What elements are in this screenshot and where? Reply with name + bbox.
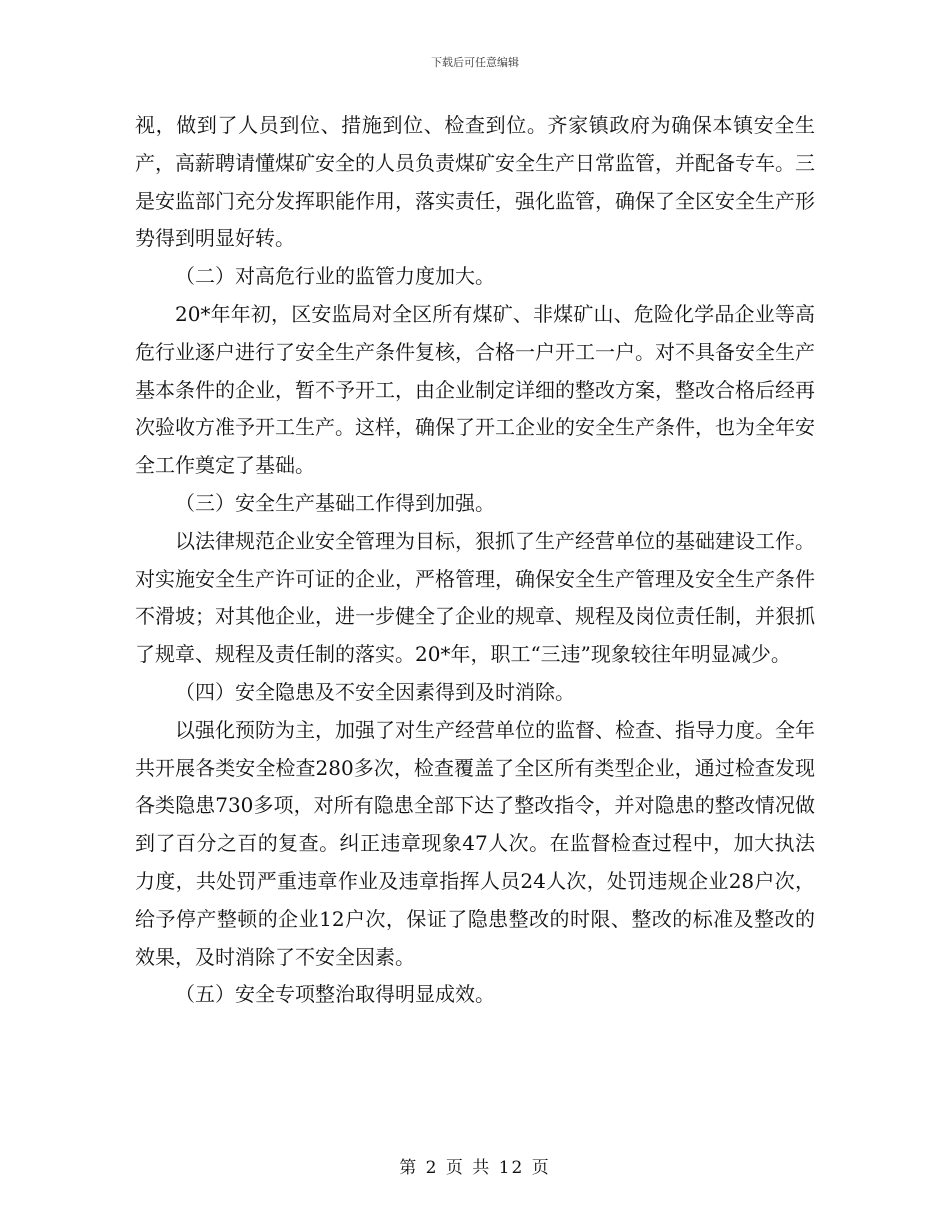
page-header: 下载后可任意编辑	[431, 56, 519, 69]
section-heading-4: （四）安全隐患及不安全因素得到及时消除。	[175, 679, 575, 704]
section-heading-3: （三）安全生产基础工作得到加强。	[175, 490, 495, 515]
paragraph-continuation: 视，做到了人员到位、措施到位、检查到位。齐家镇政府为确保本镇安全生产，高薪聘请懂煤矿安全的人员负责煤矿安全生产日常监管，并配备专车。三是安监部门充分发挥职能作用，落实责任，强化监管，确保了全区安全生产形势得到明显好转。	[135, 113, 815, 251]
paragraph-foundation: 以法律规范企业安全管理为目标，狠抓了生产经营单位的基础建设工作。对实施安全生产许可证的企业，严格管理，确保安全生产管理及安全生产条件不滑坡；对其他企业，进一步健全了企业的规章、规程及岗位责任制，并狠抓了规章、规程及责任制的落实。20*年，职工“三违”现象较往年明显减少。	[135, 528, 815, 667]
section-heading-5: （五）安全专项整治取得明显成效。	[175, 982, 495, 1007]
paragraph-hazards: 以强化预防为主，加强了对生产经营单位的监督、检查、指导力度。全年共开展各类安全检查280多次，检查覆盖了全区所有类型企业，通过检查发现各类隐患730多项，对所有隐患全部下达了整改指令，并对隐患的整改情况做到了百分之百的复查。纠正违章现象47人次。在监督检查过程中，加大执法力度，共处罚严重违章作业及违章指挥人员24人次，处罚违规企业28户次，给予停产整顿的企业12户次，保证了隐患整改的时限、整改的标准及整改的效果，及时消除了不安全因素。	[135, 717, 815, 969]
page-number-footer: 第 2 页 共 12 页	[399, 1158, 551, 1178]
paragraph-high-risk: 20*年年初，区安监局对全区所有煤矿、非煤矿山、危险化学品企业等高危行业逐户进行了安全生产条件复核，合格一户开工一户。对不具备安全生产基本条件的企业，暂不予开工，由企业制定详细的整改方案，整改合格后经再次验收方准予开工生产。这样，确保了开工企业的安全生产条件，也为全年安全工作奠定了基础。	[135, 301, 815, 478]
section-heading-2: （二）对高危行业的监管力度加大。	[175, 264, 495, 289]
document-body	[135, 107, 815, 1014]
